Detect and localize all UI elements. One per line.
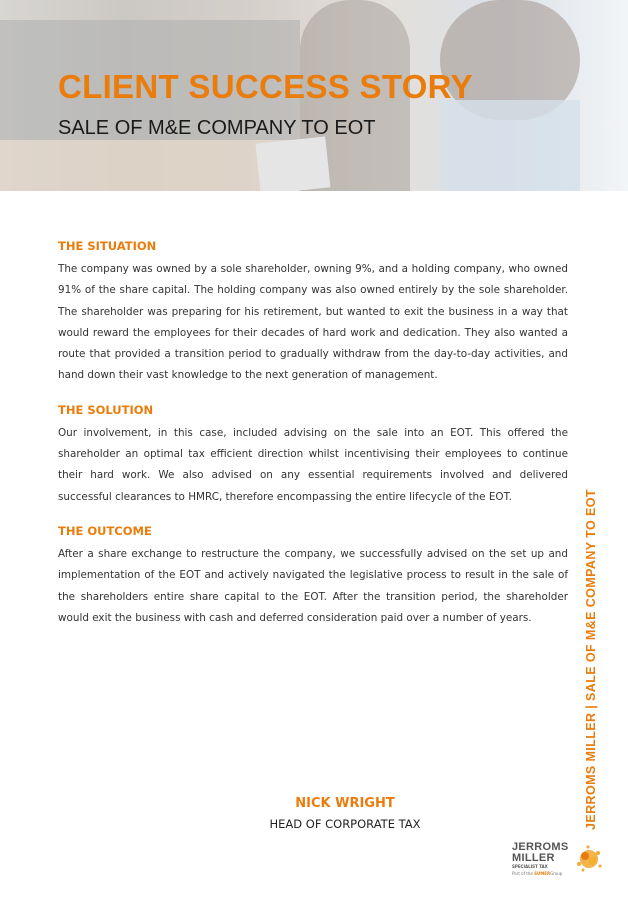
signature-role: HEAD OF CORPORATE TAX xyxy=(269,817,421,831)
signature-name: NICK WRIGHT xyxy=(295,796,395,811)
section-outcome xyxy=(58,522,568,629)
section-heading: THE SITUATION xyxy=(58,239,157,253)
section-heading: THE OUTCOME xyxy=(58,523,152,538)
section-body: After a share exchange to restructure the company, we successfully advised on the set up and implementation of the EOT and actively navigated the legislative process to result in the sale of the shareholders entire share capital to the EOT. After the transition period, the shareholder would exit the business with cash and deferred consideration paid over a number of years. xyxy=(58,547,568,624)
logo-tagline: SPECIALIST TAX xyxy=(512,864,548,869)
logo-group: Part of the SUMERGroup xyxy=(512,871,563,876)
section-body: Our involvement, in this case, included advising on the sale into an EOT. This offered the shareholder an optimal tax efficient direction whilst incentivising their employees to continue their hard work. We also advised on any essential requirements involved and delivered successful clearances to HMRC, therefore encompassing the entire lifecycle of the EOT. xyxy=(58,426,568,503)
company-logo xyxy=(512,842,612,890)
page-title: CLIENT SUCCESS STORY xyxy=(58,68,473,105)
hero-banner xyxy=(0,0,628,191)
logo-dots-icon xyxy=(574,844,604,874)
page-subtitle: SALE OF M&E COMPANY TO EOT xyxy=(58,117,376,139)
logo-line1: JERROMS xyxy=(512,841,569,853)
content xyxy=(58,237,568,643)
side-caption: JERROMS MILLER | SALE OF M&E COMPANY TO EOT xyxy=(584,489,598,830)
section-heading: THE SOLUTION xyxy=(58,402,154,417)
section-body: The company was owned by a sole shareholder, owning 9%, and a holding company, who owned 91% of the share capital. The holding company was also owned entirely by the sole shareholder. The shareholder was preparing for his retirement, but wanted to exit the business in a way that would reward the employees for their decades of hard work and dedication. They also wanted a route that provided a transition period to gradually withdraw from the day-to-day activities, and hand down their vast knowledge to the next generation of management. xyxy=(58,263,568,382)
logo-line2: MILLER xyxy=(512,852,555,864)
section-solution xyxy=(58,401,568,508)
section-situation xyxy=(58,237,568,387)
